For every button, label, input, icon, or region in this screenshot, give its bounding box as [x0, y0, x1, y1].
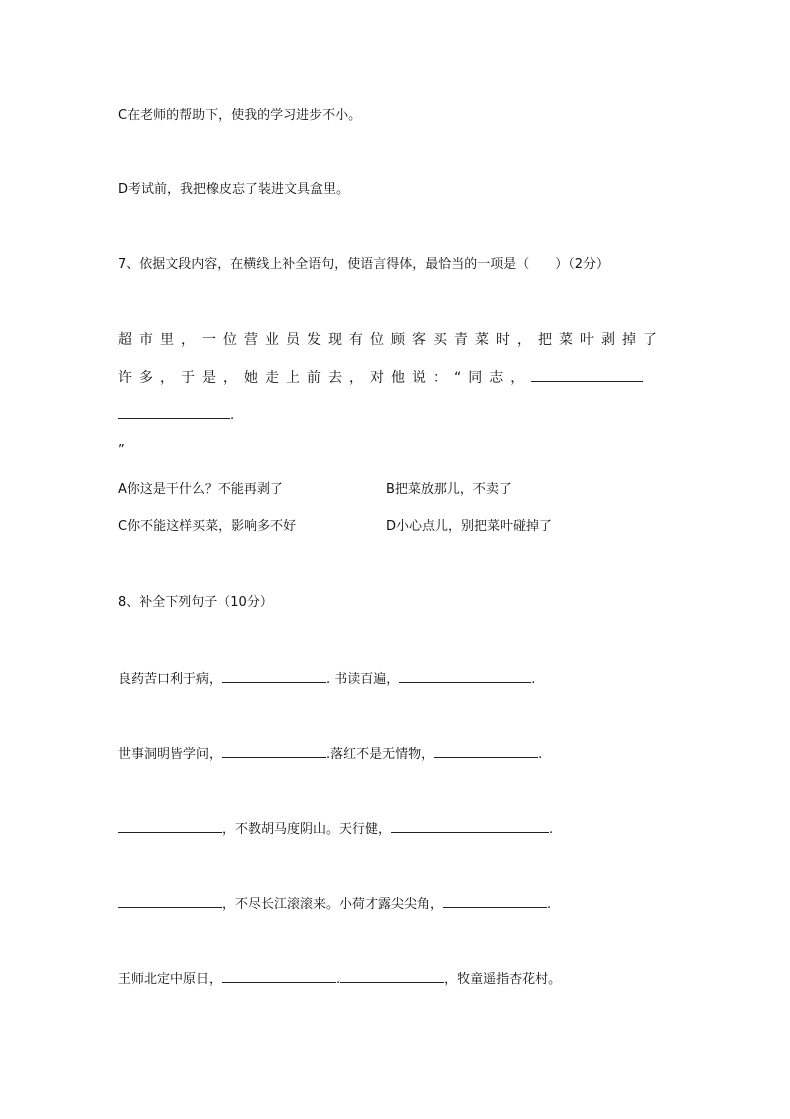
q6-option-d: D考试前，我把橡皮忘了装进文具盒里。: [118, 182, 350, 197]
q7-passage-line1: 超市里，一位营业员发现有位顾客买青菜时，把菜叶剥掉了: [118, 332, 664, 348]
q7-close-quote: ”: [118, 443, 125, 458]
answer-blank: [222, 969, 336, 983]
q8-line5: [118, 969, 561, 989]
q7-option-c: C你不能这样买菜，影响多不好: [118, 519, 297, 534]
period: .: [538, 747, 543, 762]
q8-text: ，不尽长江滚滚来。小荷才露尖尖角，: [222, 897, 444, 912]
period: .: [549, 822, 554, 837]
answer-blank: [391, 819, 549, 833]
q8-text: .: [336, 972, 341, 987]
answer-blank: [340, 969, 444, 983]
q8-text: .落红不是无情物，: [326, 747, 435, 762]
q7-option-d: D小心点儿，别把菜叶碰掉了: [386, 519, 553, 534]
period: .: [230, 408, 235, 423]
q7-option-a: A你这是干什么？不能再剥了: [118, 482, 283, 497]
q7-stem: 7、依据文段内容，在横线上补全语句，使语言得体，最恰当的一项是（ ）（2分）: [118, 257, 610, 272]
answer-blank: [222, 669, 326, 683]
answer-blank: [399, 669, 531, 683]
answer-blank: [118, 819, 222, 833]
q8-line4: [118, 894, 551, 914]
q8-text: ，不教胡马度阴山。天行健，: [222, 822, 392, 837]
period: .: [531, 672, 536, 687]
q7-passage-text: 许多，于是，她走上前去，对他说：“同志，: [118, 370, 532, 386]
period: .: [547, 897, 552, 912]
q8-line2: [118, 744, 542, 764]
answer-blank: [434, 744, 538, 758]
q7-passage-line2: [118, 368, 643, 388]
q8-text: 良药苦口利于病，: [118, 672, 223, 687]
q7-passage-line3: [118, 405, 234, 425]
answer-blank: [118, 894, 222, 908]
q8-stem: 8、补全下列句子（10分）: [118, 595, 273, 610]
q8-text: 世事洞明皆学问，: [118, 747, 223, 762]
answer-blank: [222, 744, 326, 758]
q8-text: ，牧童遥指杏花村。: [444, 972, 562, 987]
answer-blank: [118, 405, 230, 419]
answer-blank: [531, 368, 643, 382]
answer-blank: [443, 894, 547, 908]
q8-line3: [118, 819, 553, 839]
q8-line1: [118, 669, 535, 689]
q6-option-c: C在老师的帮助下，使我的学习进步不小。: [118, 108, 362, 123]
q7-option-b: B把菜放那儿，不卖了: [386, 482, 512, 497]
q8-text: . 书读百遍，: [326, 672, 400, 687]
q8-text: 王师北定中原日，: [118, 972, 223, 987]
